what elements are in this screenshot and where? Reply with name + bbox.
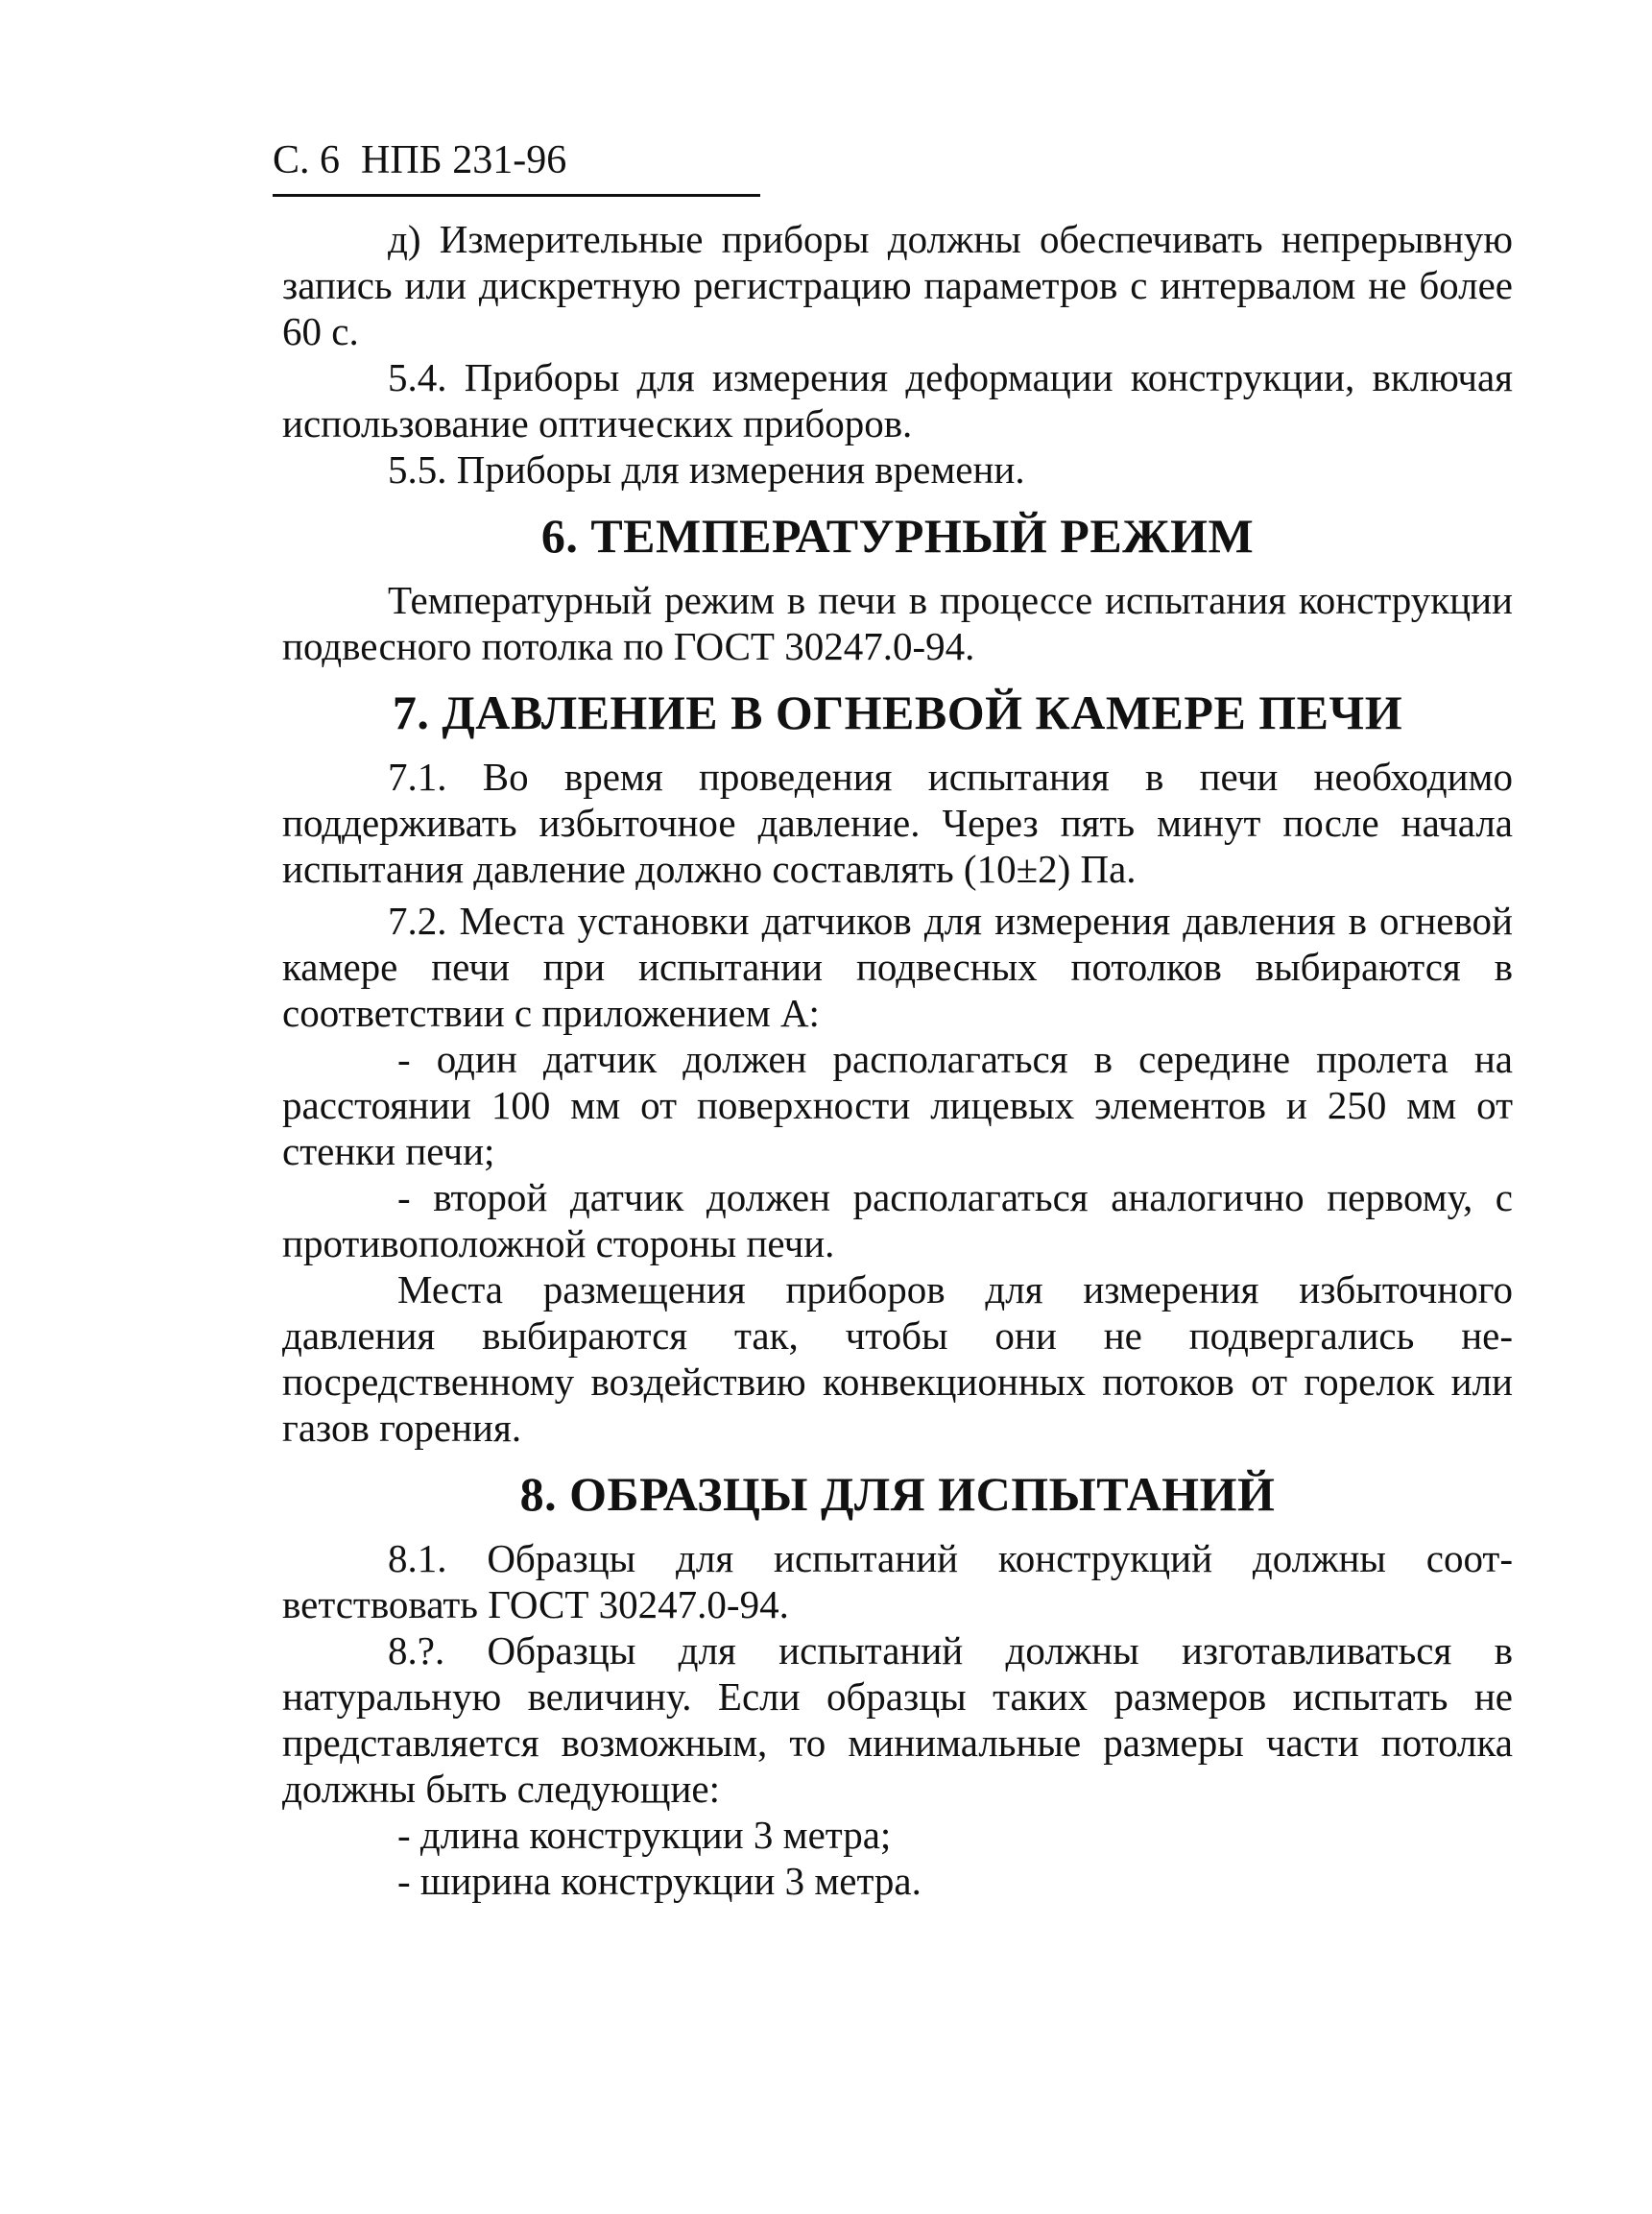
paragraph-5-3-d: д) Измерительные приборы должны обеспечивать непрерывную запись или дискретную регистрацию параметров с интервалом не более 60 с. [282,217,1513,353]
page-header [273,140,760,197]
page-number: С. 6 [273,138,341,182]
paragraph-7-2: 7.2. Места установки датчиков для измерения давления в огневой камере печи при испытании подвесных потолков выбираются в соответствии с приложением А: [282,899,1513,1035]
section-7-heading: 7. ДАВЛЕНИЕ В ОГНЕВОЙ КАМЕРЕ ПЕЧИ [392,686,1403,739]
paragraph-8-2: 8.?. Образцы для испытаний должны изготавливаться в натуральную величину. Если образцы таких размеров испытать не представляется возможным, то минимальные размеры части потолка должны быть следующие: [282,1628,1513,1811]
paragraph-sensor-placement: Места размещения приборов для измерения избыточного давления выбираются так, чтобы они не подвергались непосредственному воздействию конвекционных потоков от горелок или газов горения. [282,1267,1513,1450]
section-6-heading: 6. ТЕМПЕРАТУРНЫЙ РЕЖИМ [540,509,1255,563]
section-8-heading: 8. ОБРАЗЦЫ ДЛЯ ИСПЫТАНИЙ [519,1467,1276,1521]
list-item-length: - длина конструкции 3 метра; [397,1813,892,1857]
paragraph-5-4: 5.4. Приборы для измерения деформации конструкции, включая использование оптических приборов. [282,355,1513,445]
paragraph-8-1: 8.1. Образцы для испытаний конструкций должны соответствовать ГОСТ 30247.0-94. [282,1536,1513,1626]
list-item-width: - ширина конструкции 3 метра. [397,1859,922,1903]
list-item-sensor-1: - один датчик должен располагаться в середине пролета на расстоянии 100 мм от поверхности лицевых элементов и 250 мм от стенки печи; [282,1037,1513,1173]
paragraph-5-5: 5.5. Приборы для измерения времени. [388,447,1025,492]
document-code: НПБ 231-96 [361,138,567,182]
paragraph-7-1: 7.1. Во время проведения испытания в печи необходимо поддерживать избыточное давление. Через пять минут после начала испытания давление должно составлять (10±2) Па. [282,755,1513,891]
paragraph-6: Температурный режим в печи в процессе испытания конструкции подвесного потолка по ГОСТ 30247.0-94. [282,578,1513,668]
page-body [282,216,1513,1904]
list-item-sensor-2: - второй датчик должен располагаться аналогично первому, с противоположной стороны печи. [282,1175,1513,1265]
